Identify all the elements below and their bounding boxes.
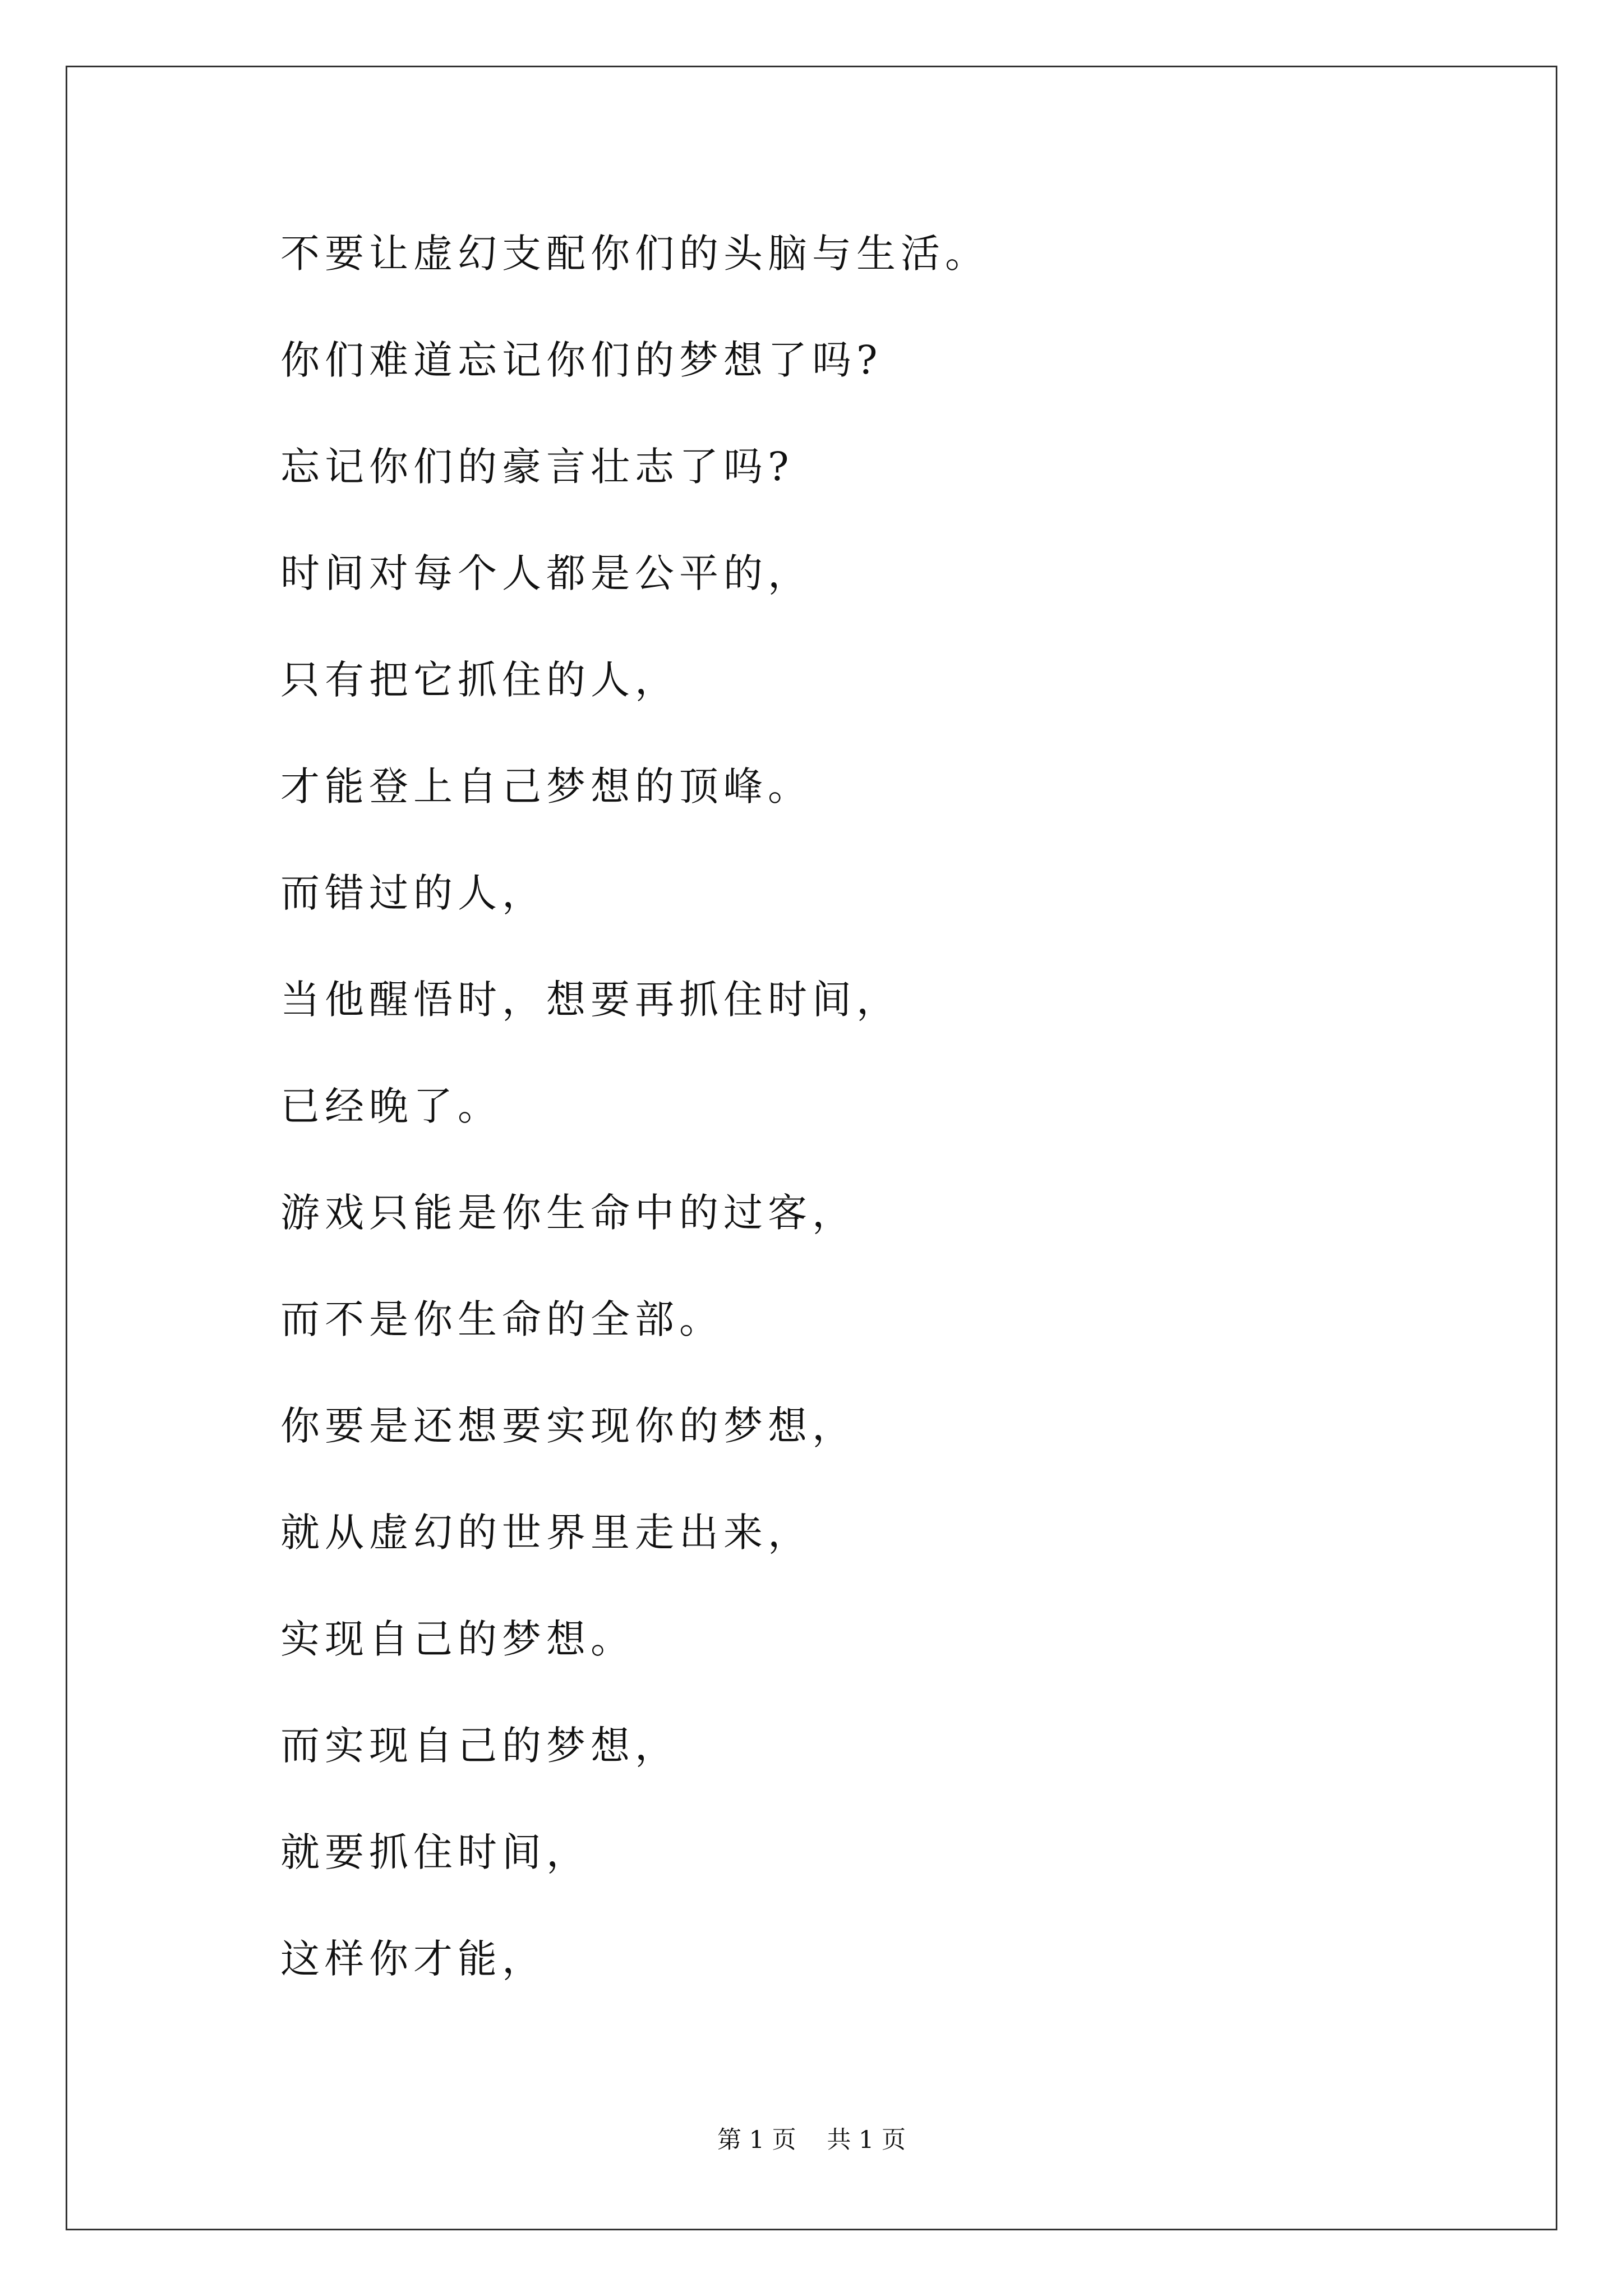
text-line: 忘记你们的豪言壮志了吗?	[280, 444, 794, 490]
text-line: 实现自己的梦想。	[280, 1616, 635, 1662]
text-line: 而不是你生命的全部。	[280, 1296, 723, 1342]
text-line: 只有把它抓住的人，	[280, 657, 679, 703]
text-line: 这样你才能，	[280, 1936, 546, 1982]
text-line: 时间对每个人都是公平的，	[280, 550, 812, 596]
text-line: 而实现自己的梦想，	[280, 1723, 679, 1769]
text-line: 你们难道忘记你们的梦想了吗?	[280, 337, 883, 383]
document-body	[280, 227, 1458, 2039]
text-line: 已经晚了。	[280, 1083, 502, 1129]
text-line: 就从虚幻的世界里走出来，	[280, 1510, 812, 1556]
text-line: 而错过的人，	[280, 870, 546, 916]
text-line: 游戏只能是你生命中的过客，	[280, 1190, 856, 1236]
text-line: 才能登上自己梦想的顶峰。	[280, 763, 812, 809]
page-number-footer: 第 1 页 共 1 页	[717, 2126, 906, 2154]
text-line: 就要抓住时间，	[280, 1829, 591, 1875]
text-line: 你要是还想要实现你的梦想，	[280, 1403, 856, 1449]
text-line: 当他醒悟时，想要再抓住时间，	[280, 977, 901, 1023]
text-line: 不要让虚幻支配你们的头脑与生活。	[280, 231, 989, 277]
